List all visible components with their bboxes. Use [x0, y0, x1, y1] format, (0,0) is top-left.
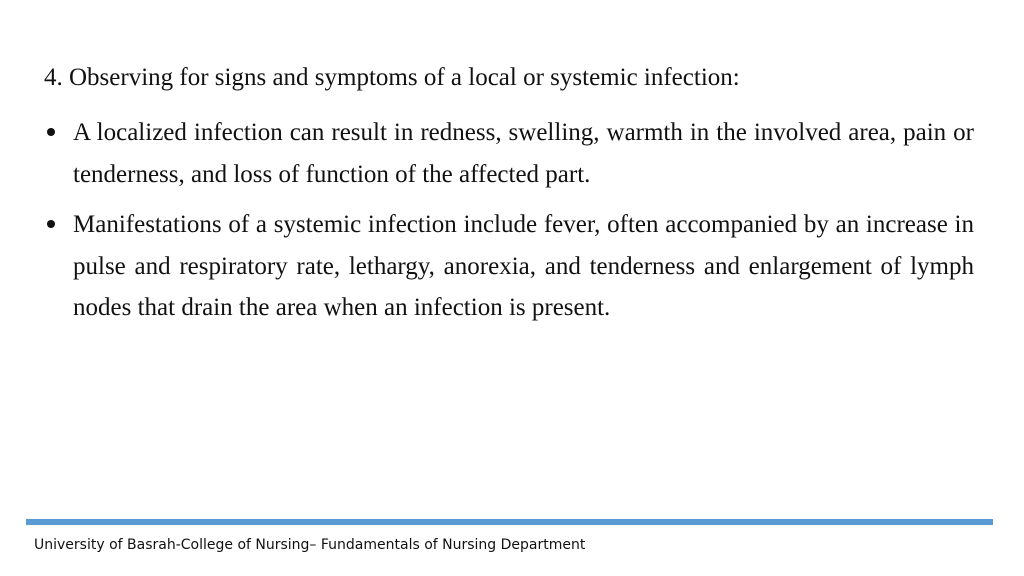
bullet-icon [47, 128, 55, 136]
bullet-item-localized-infection [44, 112, 974, 195]
bullet-text: Manifestations of a systemic infection include fever, often accompanied by an increase in pulse and respiratory rate, lethargy, anorexia, and tenderness and enlargement of lymph nodes that drain the area when an infection is present. [73, 211, 974, 321]
slide-heading: 4. Observing for signs and symptoms of a local or systemic infection: [44, 64, 740, 91]
bullet-list [44, 112, 974, 338]
bullet-icon [47, 220, 55, 228]
footer-text: University of Basrah-College of Nursing– Fundamentals of Nursing Department [34, 537, 586, 553]
footer-divider-bar [26, 519, 993, 525]
bullet-text: A localized infection can result in redness, swelling, warmth in the involved area, pain or tenderness, and loss of function of the affected part. [73, 119, 974, 188]
bullet-item-systemic-infection [44, 204, 974, 329]
